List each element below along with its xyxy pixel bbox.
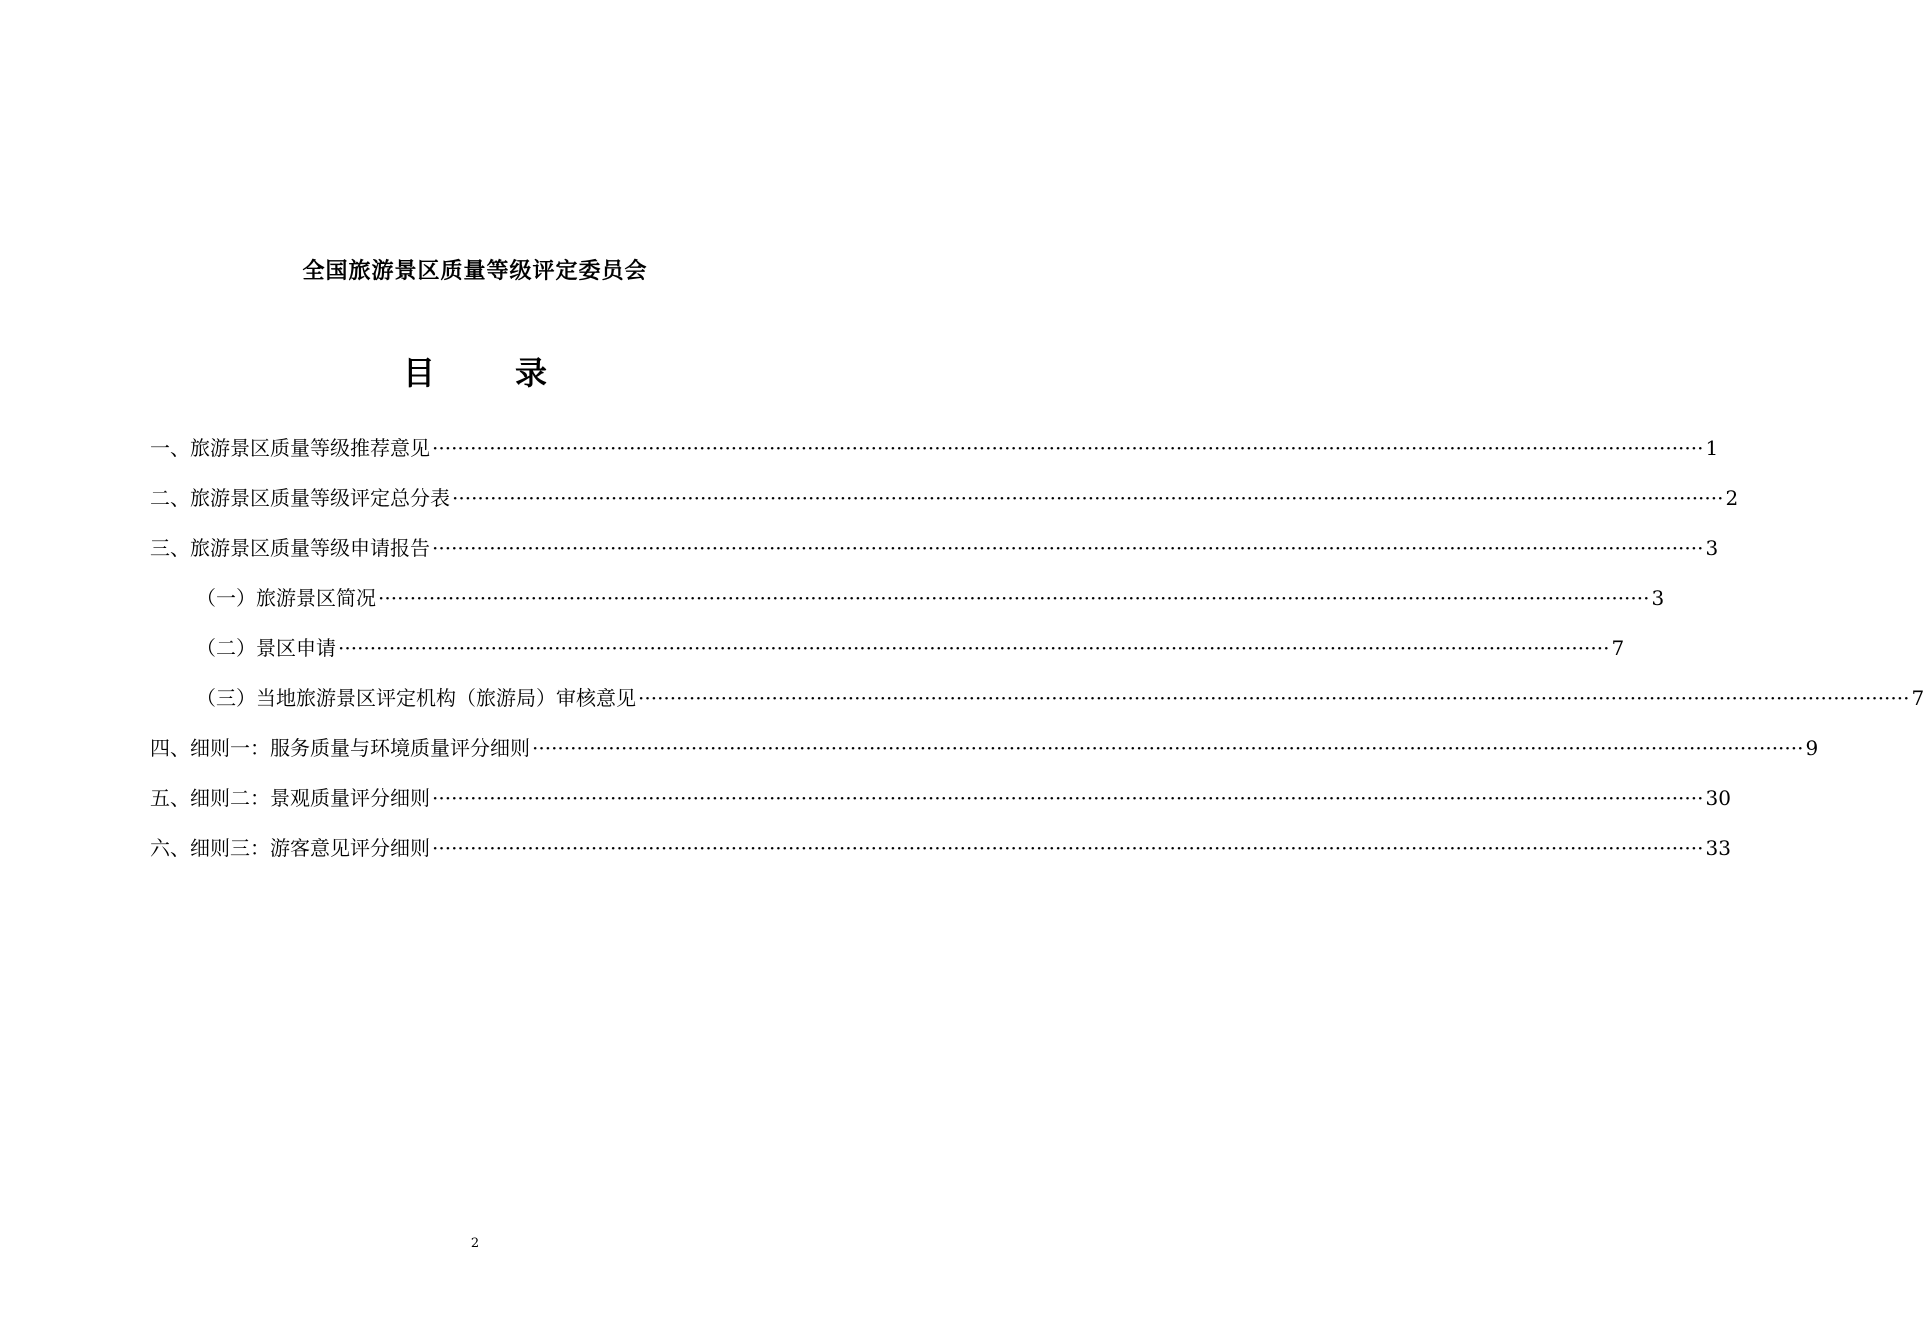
toc-leader-dots: ········································································································································································································ bbox=[432, 436, 1704, 460]
toc-leader-dots: ········································································································································································································ bbox=[452, 486, 1724, 510]
toc-heading-char-2: 录 bbox=[515, 354, 548, 392]
toc-entry-page: 7 bbox=[1911, 686, 1924, 710]
toc-subentry[interactable] bbox=[150, 582, 1665, 632]
toc-entry-page: 33 bbox=[1705, 836, 1731, 860]
toc-entry[interactable] bbox=[150, 832, 1731, 882]
toc-subentry[interactable] bbox=[150, 632, 1625, 682]
toc-leader-dots: ········································································································································································································ bbox=[338, 636, 1610, 660]
toc-entry-label: 二、旅游景区质量等级评定总分表 bbox=[150, 486, 450, 510]
organization-title: 全国旅游景区质量等级评定委员会 bbox=[302, 258, 648, 284]
toc-entry[interactable] bbox=[150, 532, 1719, 582]
toc-entry-page: 1 bbox=[1705, 436, 1719, 460]
toc-leader-dots: ········································································································································································································ bbox=[378, 586, 1650, 610]
table-of-contents bbox=[150, 432, 1924, 882]
toc-entry-page: 3 bbox=[1705, 536, 1719, 560]
toc-entry[interactable] bbox=[150, 432, 1719, 482]
toc-entry-label: （一）旅游景区简况 bbox=[196, 586, 376, 610]
toc-entry-page: 9 bbox=[1805, 736, 1819, 760]
toc-entry-page: 3 bbox=[1651, 586, 1665, 610]
toc-entry-label: （二）景区申请 bbox=[196, 636, 336, 660]
toc-entry-label: 六、细则三：游客意见评分细则 bbox=[150, 836, 430, 860]
toc-heading-char-1: 目 bbox=[402, 354, 435, 392]
toc-entry-label: 一、旅游景区质量等级推荐意见 bbox=[150, 436, 430, 460]
toc-leader-dots: ········································································································································································································ bbox=[432, 836, 1704, 860]
toc-leader-dots: ········································································································································································································ bbox=[638, 686, 1910, 710]
toc-entry-page: 7 bbox=[1611, 636, 1625, 660]
toc-heading bbox=[0, 348, 950, 394]
toc-entry-label: （三）当地旅游景区评定机构（旅游局）审核意见 bbox=[196, 686, 636, 710]
toc-entry[interactable] bbox=[150, 482, 1739, 532]
toc-entry-label: 五、细则二：景观质量评分细则 bbox=[150, 786, 430, 810]
toc-entry[interactable] bbox=[150, 782, 1731, 832]
toc-leader-dots: ········································································································································································································ bbox=[532, 736, 1804, 760]
toc-entry[interactable] bbox=[150, 732, 1819, 782]
page-number: 2 bbox=[470, 1236, 480, 1251]
toc-entry-label: 三、旅游景区质量等级申请报告 bbox=[150, 536, 430, 560]
toc-entry-page: 30 bbox=[1705, 786, 1731, 810]
toc-leader-dots: ········································································································································································································ bbox=[432, 786, 1704, 810]
toc-leader-dots: ········································································································································································································ bbox=[432, 536, 1704, 560]
toc-entry-page: 2 bbox=[1725, 486, 1739, 510]
toc-entry-label: 四、细则一：服务质量与环境质量评分细则 bbox=[150, 736, 530, 760]
toc-subentry[interactable] bbox=[150, 682, 1924, 732]
